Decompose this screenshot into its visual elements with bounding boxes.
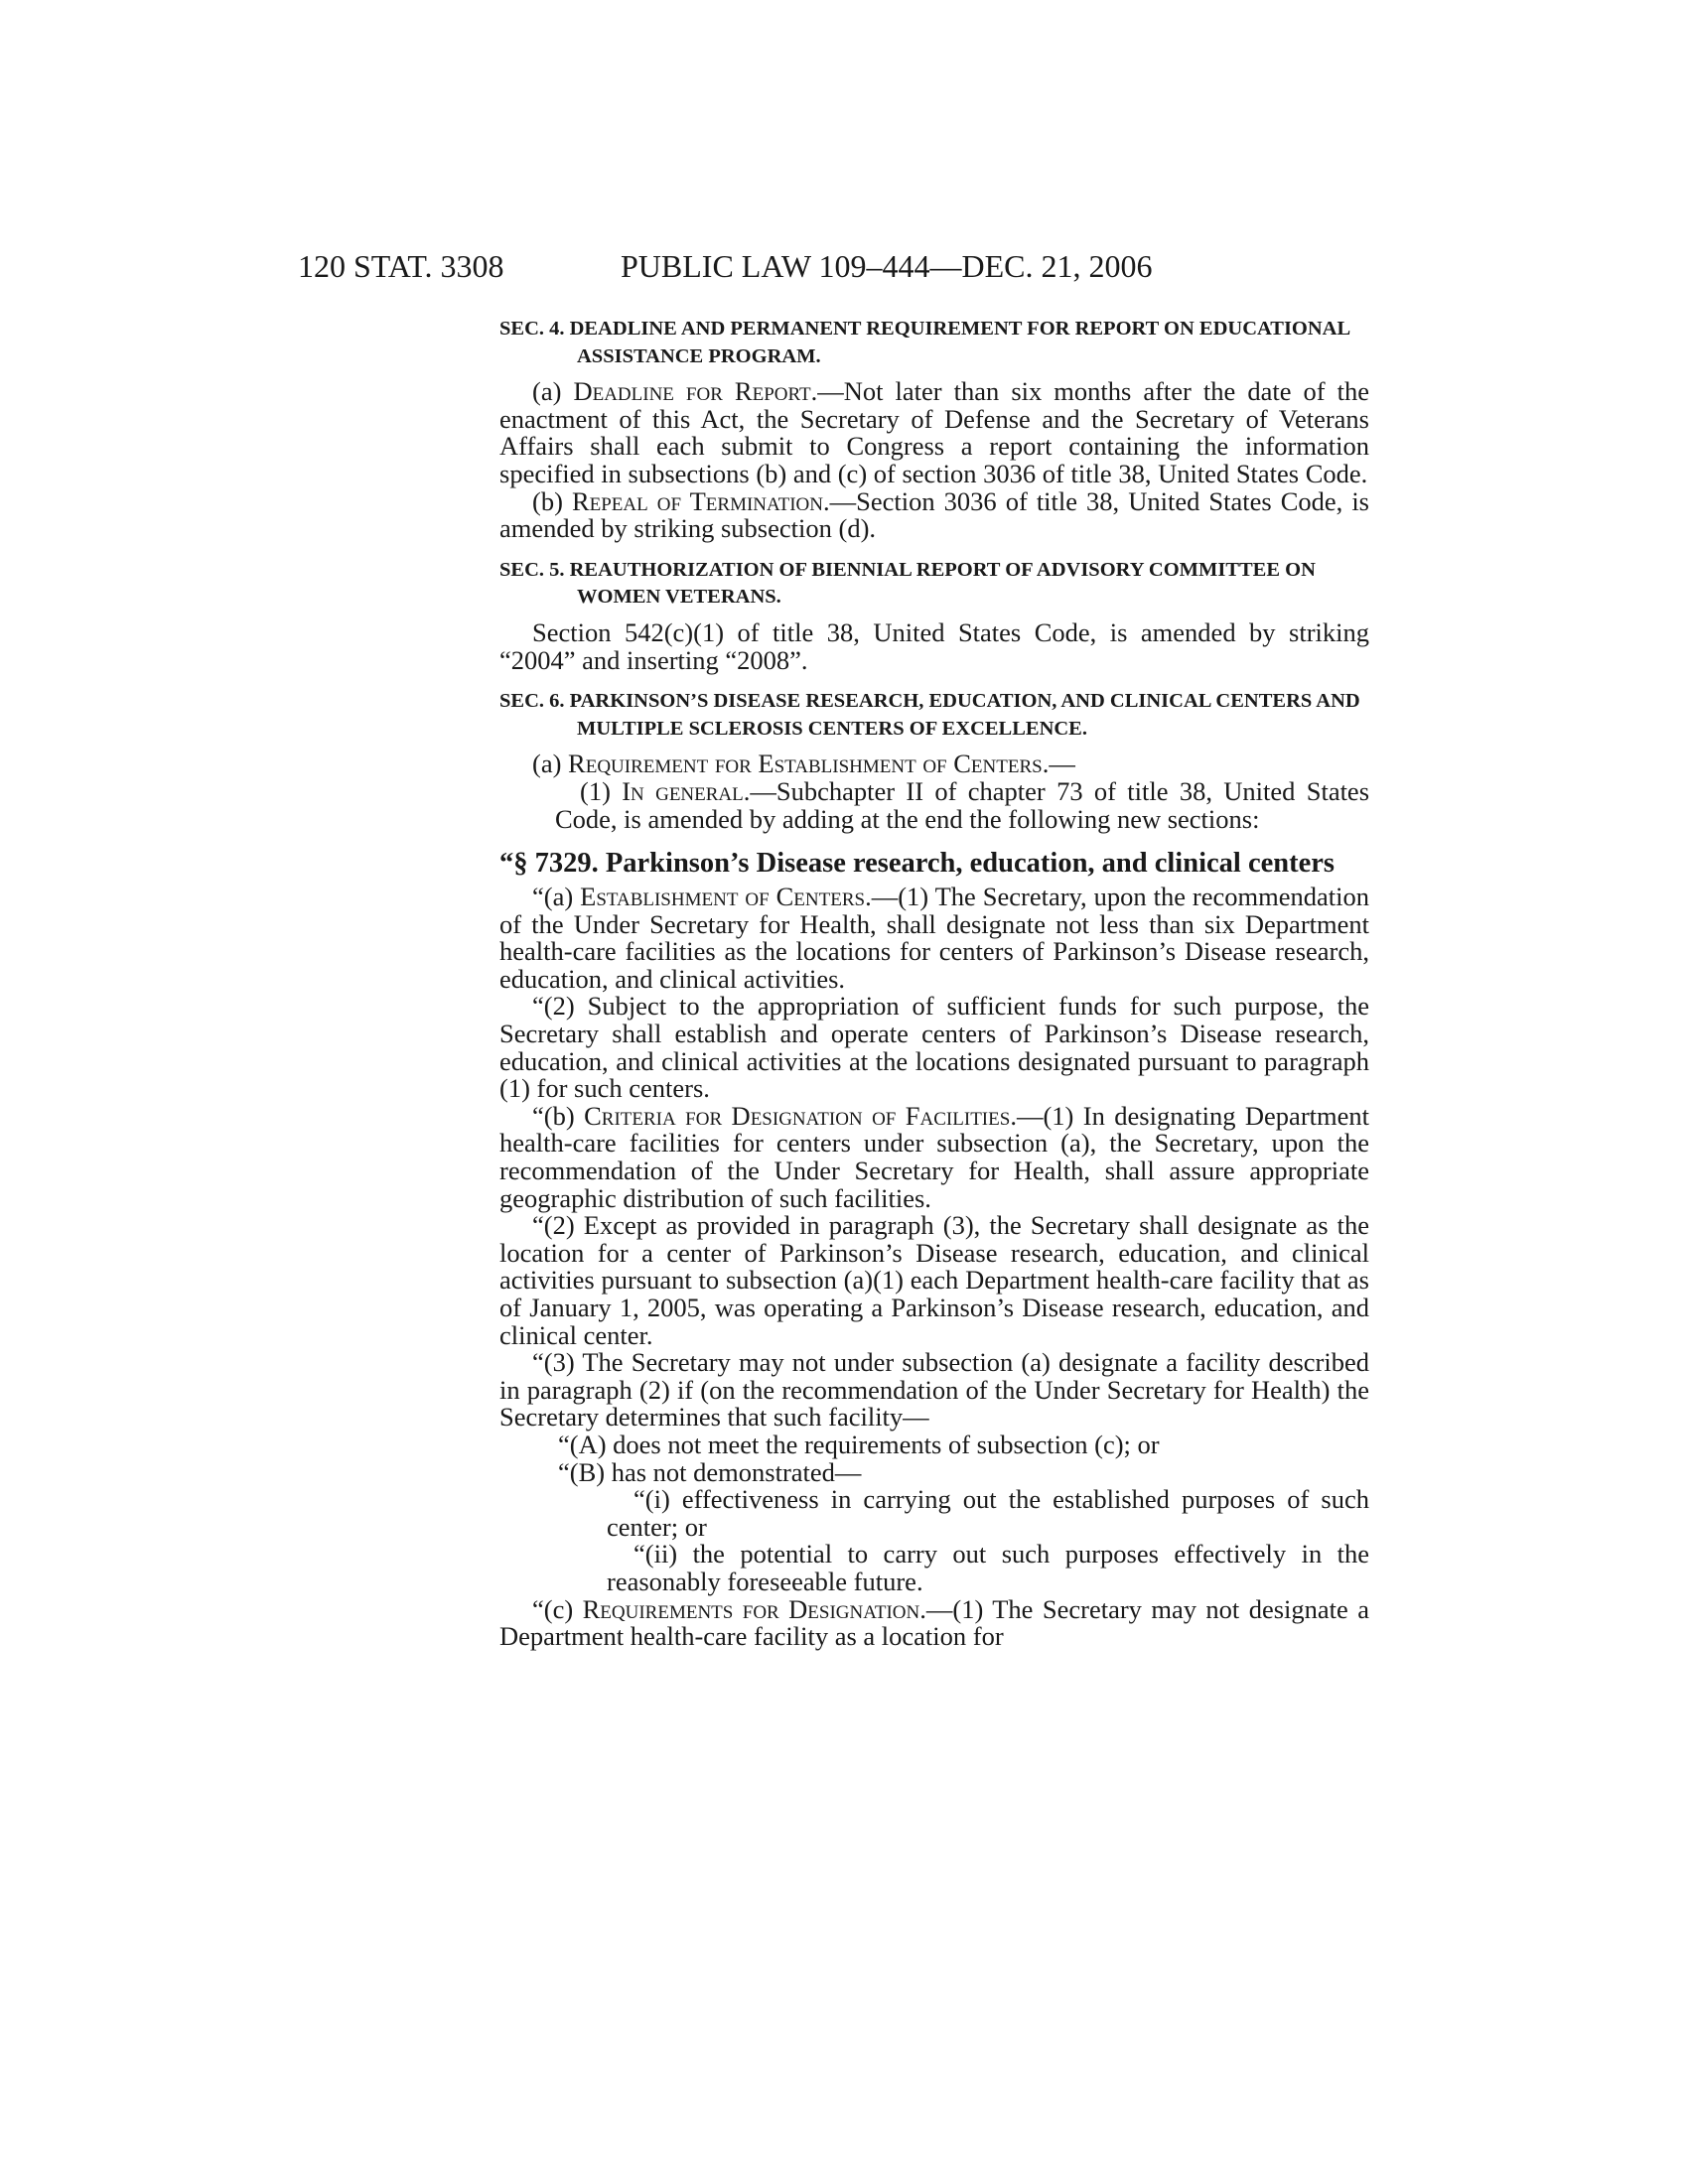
paragraph-label: (1) bbox=[580, 775, 623, 806]
section-7329-clause-ii: “(ii) the potential to carry out such purposes effectively in the reasonably foreseeable future. bbox=[607, 1539, 1369, 1596]
section-6-paragraph-a bbox=[499, 751, 1369, 778]
section-7329-paragraph-a2: “(2) Subject to the appropriation of sufficient funds for such purpose, the Secretary shall establish and operate centers of Parkinson’s Disease research, education, and clinical activities at the locations designated pursuant to paragraph (1) for such centers. bbox=[499, 991, 1369, 1104]
statute-page-reference: 120 STAT. 3308 bbox=[298, 248, 504, 284]
paragraph-text: .—(1) In designating Department health-care facilities for centers under subsection (a), the Secretary, upon the recommendation of the Under Secretary for Health, shall assure appropriate geographic distribution of such facilities. bbox=[499, 1100, 1369, 1213]
section-6 bbox=[499, 688, 1369, 833]
section-7329-subparagraph-A: “(A) does not meet the requirements of subsection (c); or bbox=[558, 1429, 1160, 1459]
section-5-text: Section 542(c)(1) of title 38, United States Code, is amended by striking “2004” and inserting “2008”. bbox=[499, 616, 1369, 675]
paragraph-dash: .— bbox=[1042, 749, 1075, 779]
paragraph-label: (a) bbox=[532, 749, 569, 779]
section-7329-clause-i: “(i) effectiveness in carrying out the established purposes of such center; or bbox=[607, 1484, 1369, 1542]
paragraph-text: .—(1) The Secretary may not designate a Department health-care facility as a location for bbox=[499, 1593, 1369, 1652]
section-7329-heading: “§ 7329. Parkinson’s Disease research, education, and clinical centers bbox=[499, 848, 1335, 880]
section-7329 bbox=[499, 849, 1369, 1651]
section-7329-subsection-a bbox=[499, 884, 1369, 993]
section-4-paragraph-a bbox=[499, 378, 1369, 487]
paragraph-text: .—Section 3036 of title 38, United States Code, is amended by striking subsection (d). bbox=[499, 485, 1369, 544]
paragraph-label: “(b) bbox=[532, 1100, 585, 1131]
section-5 bbox=[499, 557, 1369, 674]
section-7329-subsection-c bbox=[499, 1593, 1369, 1652]
section-7329-paragraph-b2: “(2) Except as provided in paragraph (3), the Secretary shall designate as the location for a center of Parkinson’s Disease research, education, and clinical activities pursuant to subsection (a)(1) each Department health-care facility that as of January 1, 2005, was operating a Parkinson’s Disease research, education, and clinical center. bbox=[499, 1210, 1369, 1350]
page-header bbox=[298, 248, 1291, 288]
section-4-heading: SEC. 4. DEADLINE AND PERMANENT REQUIREMENT FOR REPORT ON EDUCATIONAL ASSISTANCE PROGRAM. bbox=[499, 318, 1350, 367]
section-4-paragraph-b bbox=[499, 485, 1369, 544]
paragraph-caption: In general bbox=[622, 775, 744, 806]
paragraph-text: .—Not later than six months after the date of the enactment of this Act, the Secretary of Defense and the Secretary of Veterans Affairs shall each submit to Congress a report containing the information specified in subsections (b) and (c) of section 3036 of title 38, United States Code. bbox=[499, 376, 1369, 488]
paragraph-caption: Deadline for Report bbox=[573, 376, 811, 407]
section-7329-subparagraph-B: “(B) has not demonstrated— bbox=[558, 1456, 862, 1487]
paragraph-caption: Criteria for Designation of Facilities bbox=[584, 1100, 1011, 1131]
running-head: PUBLIC LAW 109–444—DEC. 21, 2006 bbox=[621, 248, 1153, 284]
paragraph-caption: Repeal of Termination bbox=[571, 485, 824, 516]
section-5-heading: SEC. 5. REAUTHORIZATION OF BIENNIAL REPORT OF ADVISORY COMMITTEE ON WOMEN VETERANS. bbox=[499, 558, 1316, 609]
paragraph-label: “(c) bbox=[532, 1593, 583, 1624]
paragraph-label: (b) bbox=[532, 485, 572, 516]
section-6-heading: SEC. 6. PARKINSON’S DISEASE RESEARCH, EDUCATION, AND CLINICAL CENTERS AND MULTIPLE SCLEROSIS CENTERS OF EXCELLENCE. bbox=[499, 690, 1360, 740]
paragraph-label: “(a) bbox=[532, 882, 581, 912]
paragraph-text: .—Subchapter II of chapter 73 of title 38, United States Code, is amended by adding at the end the following new sections: bbox=[555, 775, 1370, 834]
paragraph-text: .—(1) The Secretary, upon the recommendation of the Under Secretary for Health, shall designate not less than six Department health-care facilities as the locations for centers of Parkinson’s Disease research, education, and clinical activities. bbox=[499, 882, 1369, 994]
paragraph-caption: Requirement for Establishment of Centers bbox=[568, 749, 1043, 779]
paragraph-caption: Establishment of Centers bbox=[580, 882, 866, 912]
section-6-paragraph-a1 bbox=[499, 775, 1370, 834]
section-7329-subsection-b bbox=[499, 1100, 1369, 1213]
document-body bbox=[499, 316, 1369, 1651]
paragraph-caption: Requirements for Designation bbox=[582, 1593, 920, 1624]
paragraph-label: (a) bbox=[532, 376, 574, 407]
section-4 bbox=[499, 316, 1369, 543]
section-7329-paragraph-b3: “(3) The Secretary may not under subsection (a) designate a facility described in paragraph (2) if (on the recommendation of the Under Secretary for Health) the Secretary determines that such facility— bbox=[499, 1347, 1369, 1433]
